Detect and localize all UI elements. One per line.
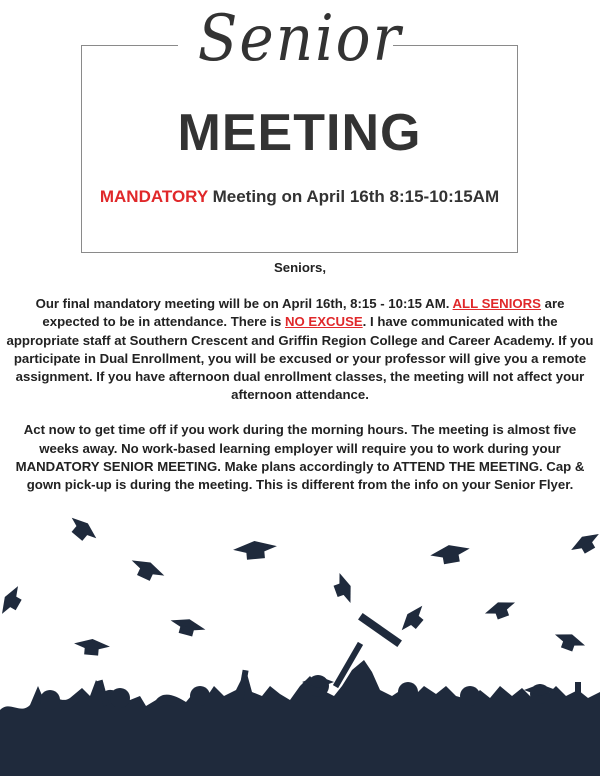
subtitle (81, 187, 518, 207)
cap-icon (568, 529, 600, 559)
p1-part-a: Our final mandatory meeting will be on April 16th, 8:15 - 10:15 AM. (35, 296, 453, 312)
page-title: MEETING (177, 104, 422, 162)
subtitle-rest: Meeting on April 16th 8:15-10:15AM (207, 187, 500, 206)
p1-part-b: are expected to be in attendance. There is (42, 296, 565, 330)
cap-icon (483, 597, 519, 623)
cap-icon (127, 555, 167, 586)
no-excuse-link[interactable]: NO EXCUSE (284, 314, 363, 330)
cap-icon (330, 571, 356, 607)
cap-icon (0, 583, 27, 619)
paragraph-1 (6, 295, 594, 404)
cap-icon (65, 513, 100, 547)
greeting: Seniors, (273, 260, 327, 275)
p1-part-c: . I have communicated with the appropriate staff at Southern Crescent and Griffin Region College and Career Academy. If you participate in Dual Enrollment, you will be excused or your professor will give you a remote assignment. If you have afternoon dual enrollment classes, the meeting will not affect your afternoon attendance. (6, 314, 594, 403)
cap-icon (429, 542, 472, 567)
cap-icon (232, 539, 277, 561)
cap-icon (73, 637, 110, 656)
paragraph-2: Act now to get time off if you work during the morning hours. The meeting is almost five weeks away. No work-based learning employer will require you to work during your MANDATORY SENIOR MEETING. Make plans accordingly to ATTEND THE MEETING. Cap & gown pick-up is during the meeting. This is different from the info on your Senior Flyer. (15, 422, 585, 493)
graduation-silhouette-art (0, 500, 600, 776)
body-text (6, 259, 594, 494)
subtitle-mandatory: MANDATORY (99, 187, 208, 206)
all-seniors-link[interactable]: ALL SENIORS (452, 296, 541, 312)
cap-icon (552, 629, 588, 655)
script-title: Senior (197, 0, 403, 76)
cap-icon (397, 602, 430, 637)
cap-icon (168, 615, 207, 640)
